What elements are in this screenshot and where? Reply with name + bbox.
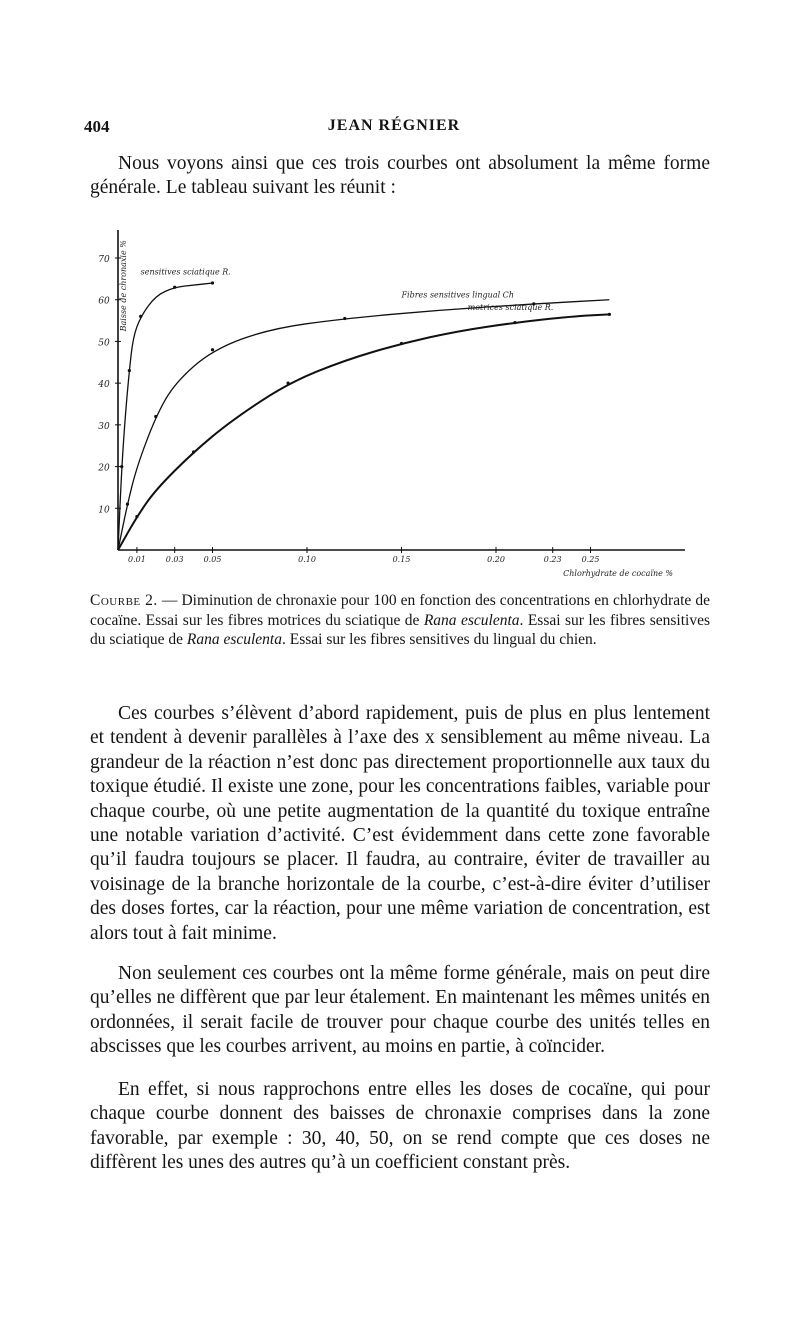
series-label: Fibres sensitives lingual Ch (401, 290, 514, 300)
caption-essai-1: Essai sur les fibres motrices du sciatique de (145, 611, 424, 629)
chart-canvas (100, 218, 700, 588)
series-label: sensitives sciatique R. (140, 267, 231, 277)
body-paragraph-3: En effet, si nous rapprochons entre elles les doses de cocaïne, qui pour chaque courbe donnent des baisses de chronaxie comprises dans la zone favorable, par exemple : 30, 40, 50, on se rend compte que ces doses ne diffèrent les unes des autres qu’à un coefficient constant près. (90, 1079, 710, 1174)
x-tick-label: 0.25 (581, 555, 600, 564)
x-tick-label: 0.10 (298, 555, 316, 564)
y-tick-label: 10 (98, 505, 110, 516)
data-point (192, 450, 195, 453)
data-point (135, 515, 138, 518)
page-header (84, 117, 704, 139)
data-point (211, 281, 214, 284)
figure-caption (90, 591, 710, 650)
data-point (513, 321, 516, 324)
y-tick-label: 60 (98, 296, 110, 307)
caption-species-2: Rana esculenta (186, 631, 282, 649)
chart-ticks (97, 255, 599, 564)
x-axis-label: Chlorhydrate de cocaïne % (563, 569, 673, 578)
running-title: JEAN RÉGNIER (327, 117, 461, 134)
caption-text: — Diminution de chronaxie pour 100 en fonction des concentrations en chlorhydrate de cocaïne. (90, 592, 710, 629)
data-point (211, 348, 214, 351)
y-tick-label: 40 (98, 380, 110, 391)
caption-essai-3: . Essai sur les fibres sensitives du lingual du chien. (282, 631, 597, 649)
data-point (287, 382, 290, 385)
data-point (343, 317, 346, 320)
intro-paragraph: Nous voyons ainsi que ces trois courbes ont absolument la même forme générale. Le tableau suivant les réunit : (90, 153, 710, 199)
y-tick-label: 20 (98, 463, 110, 474)
data-point (128, 369, 131, 372)
series-line (118, 283, 213, 550)
y-tick-label: 30 (98, 421, 110, 432)
data-point (120, 465, 123, 468)
chart-series (118, 281, 611, 550)
chart-labels (119, 240, 673, 578)
y-tick-label: 70 (98, 255, 110, 265)
data-point (126, 503, 129, 506)
data-point (173, 286, 176, 289)
caption-essai-2: . Essai sur les fibres sensitives du sciatique de (90, 611, 710, 649)
series-line (118, 300, 609, 550)
caption-species-1: Rana esculenta (423, 611, 520, 629)
chart-axes (118, 230, 685, 550)
x-tick-label: 0.20 (487, 555, 505, 564)
x-tick-label: 0.05 (203, 555, 222, 564)
data-point (400, 342, 403, 345)
body-paragraph-1: Ces courbes s’élèvent d’abord rapidement, puis de plus en plus lentement et tendent à devenir parallèles à l’axe des x sensiblement au même niveau. La grandeur de la réaction n’est donc pas directement proportionnelle aux taux du toxique étudié. Il existe une zone, pour les concentrations faibles, variable pour chaque courbe, où une petite augmentation de la quantité du toxique entraîne une notable variation d’activité. C’est évidemment dans cette zone favorable qu’il faudra toujours se placer. Il faudra, au contraire, éviter de travailler au voisinage de la branche horizontale de la courbe, c’est-à-dire éviter d’utiliser des doses fortes, car la réaction, pour une même variation de concentration, est alors tout à fait minime. (90, 703, 710, 944)
x-tick-label: 0.15 (392, 555, 411, 564)
data-point (154, 415, 157, 418)
chart-figure (100, 218, 700, 588)
data-point (139, 315, 142, 318)
series-label: motrices sciatique R. (467, 303, 554, 313)
x-tick-label: 0.03 (165, 555, 184, 564)
body-paragraph-2: Non seulement ces courbes ont la même forme générale, mais on peut dire qu’elles ne diffèrent que par leur étalement. En maintenant les mêmes unités en ordonnées, il serait facile de trouver pour chaque courbe des unités telles en abscisses que les courbes arrivent, au moins en partie, à coïncider. (90, 963, 710, 1058)
series-line (118, 314, 609, 550)
data-point (608, 313, 611, 316)
x-tick-label: 0.01 (127, 555, 146, 564)
page-number: 404 (84, 117, 110, 136)
x-tick-label: 0.23 (543, 555, 562, 564)
caption-label: Courbe 2. (90, 592, 158, 609)
y-axis-label: Baisse de chronaxie % (119, 240, 128, 332)
y-tick-label: 50 (98, 338, 110, 349)
